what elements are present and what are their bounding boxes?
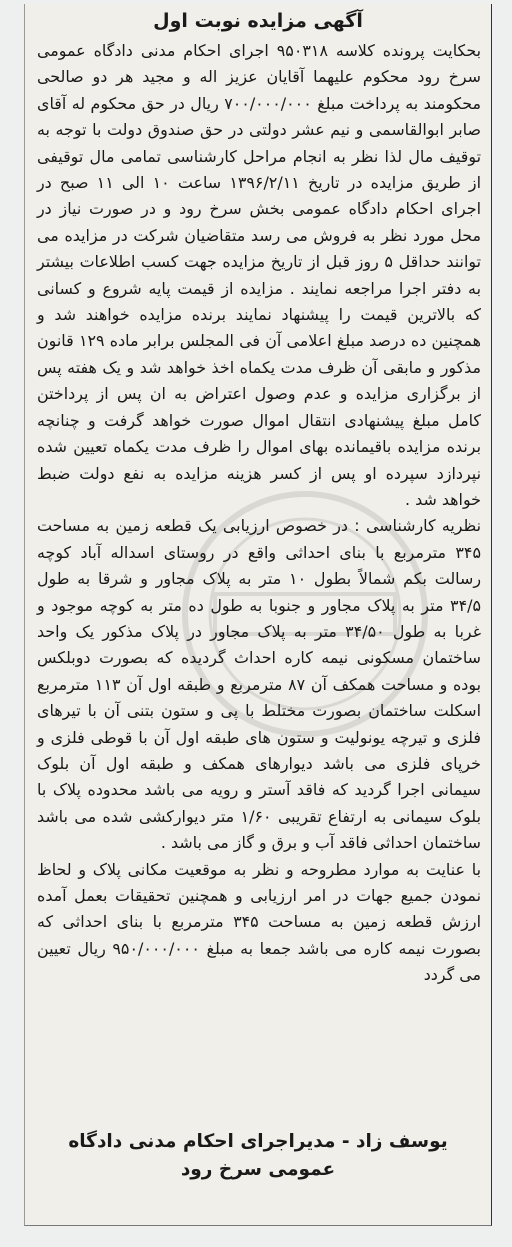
notice-paragraph-auction: بحکایت پرونده کلاسه ۹۵۰۳۱۸ اجرای احکام مدنی دادگاه عمومی سرخ رود محکوم علیهما آقایان عزیز اله و مجید هر دو صالحی محکومند به پرداخت مبلغ ۷۰۰/۰۰۰/۰۰۰ ریال در حق محکوم له آقای صابر ابوالقاسمی و نیم عشر دولتی در حق صندوق دولت با توجه به توقیف مال لذا نظر به انجام مراحل کارشناسی تمامی مال توقیفی از طریق مزایده در تاریخ ۱۳۹۶/۲/۱۱ ساعت ۱۰ الی ۱۱ صبح در اجرای احکام دادگاه عمومی بخش سرخ رود و در صورت نیاز در محل مورد نظر به فروش می رسد متقاضیان شرکت در مزایده می توانند حداقل ۵ روز قبل از تاریخ مزایده جهت کسب اطلاعات بیشتر به دفتر اجرا مراجعه نمایند . مزایده از قیمت پایه شروع و کسانی که بالاترین قیمت را پیشنهاد نمایند برنده مزایده خواهند شد و همچنین ده درصد مبلغ اعلامی آن فی المجلس برابر ماده ۱۲۹ قانون مذکور و مابقی آن ظرف مدت یکماه اخذ خواهد شد و یک هفته پس از برگزاری مزایده و عدم وصول اعتراض به ان پس از پرداختن کامل مبلغ پیشنهادی انتقال اموال صورت خواهد گرفت و چنانچه برنده مزایده باقیمانده بهای اموال را ظرف مدت یکماه تعیین شده نپردازد سپرده او پس از کسر هزینه مزایده به نفع دولت ضبط خواهد شد . [37,41,482,509]
notice-body [37,38,481,989]
signature-line-1: یوسف زاد - مدیراجرای احکام مدنی دادگاه [68,1131,448,1152]
notice-paragraph-expert-opinion: نظریه کارشناسی : در خصوص ارزیابی یک قطعه زمین به مساحت ۳۴۵ مترمربع با بنای احداثی واقع در روستای اسداله آباد کوچه رسالت بکم شمالاً بطول ۱۰ متر به پلاک مجاور و شرقا به طول ۳۴/۵ متر به پلاک مجاور و جنوبا به طول ده متر به کوچه موجود و غربا به طول ۳۴/۵۰ متر به پلاک مجاور در پلاک مذکور یک واحد ساختمان مسکونی نیمه کاره احداث گردیده که بصورت دوبلکس بوده و مساحت همکف آن ۸۷ مترمربع و طبقه اول آن ۱۱۳ مترمربع اسکلت ساختمان بصورت مختلط با پی و ستون بتنی آن با تیرهای فلزی و تیرچه یونولیت و ستون های طبقه اول آن با قوطی فلزی و خرپای فلزی می باشد دیوارهای همکف و طبقه اول آن بلوک سیمانی اجرا گردید که فاقد آستر و رویه می باشد محدوده پلاک با بلوک سیمانی به ارتفاع تقریبی ۱/۶۰ متر دیوارکشی شده می باشد ساختمان احداثی فاقد آب و برق و گاز می باشد . [37,516,482,853]
notice-title: آگهی مزایده نوبت اول [153,10,363,32]
notice-paragraph-valuation: با عنایت به موارد مطروحه و نظر به موقعیت مکانی پلاک و لحاظ نمودن جمیع جهات در امر ارزیابی و همچنین تحقیقات بعمل آمده ارزش قطعه زمین به مساحت ۳۴۵ مترمربع با بنای احداثی که بصورت نیمه کاره می باشد جمعا به مبلغ ۹۵۰/۰۰۰/۰۰۰ ریال تعیین می گردد [37,859,481,985]
notice-signature [25,1128,491,1184]
signature-line-2: عمومی سرخ رود [180,1159,336,1180]
notice-clipping [24,4,492,1226]
